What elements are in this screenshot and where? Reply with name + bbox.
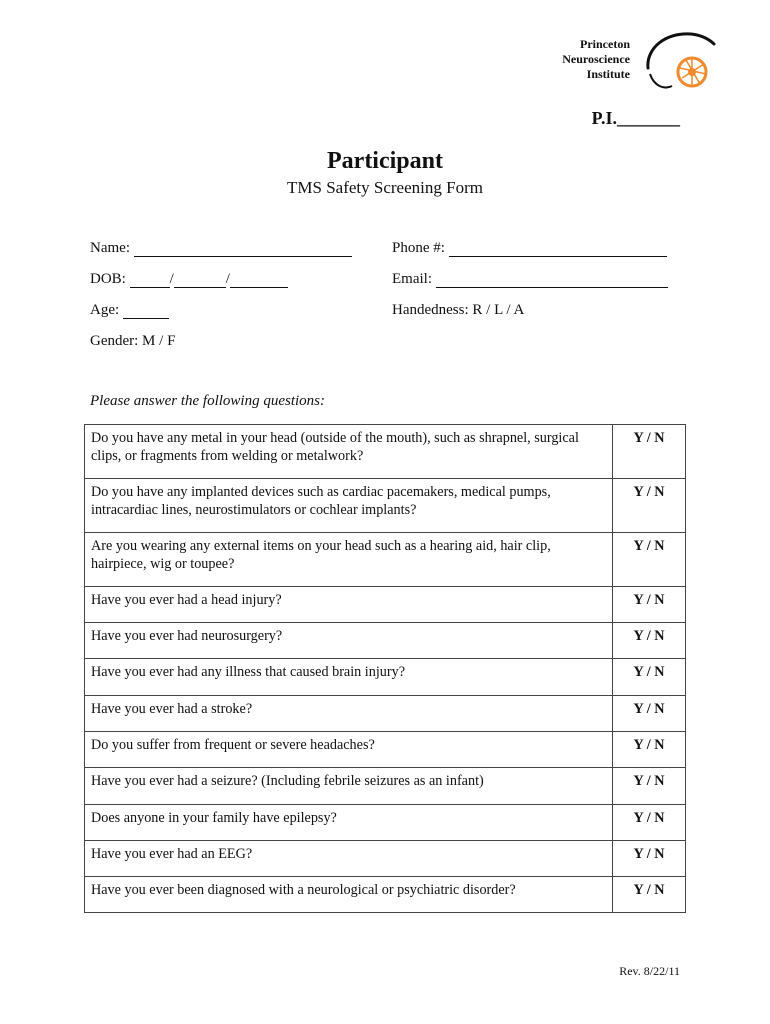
question-row xyxy=(85,533,686,587)
yes-no-answer[interactable]: Y / N xyxy=(613,533,686,587)
question-text: Have you ever had a seizure? (Including febrile seizures as an infant) xyxy=(85,768,613,805)
yes-no-answer[interactable]: Y / N xyxy=(613,623,686,659)
question-text: Have you ever been diagnosed with a neurological or psychiatric disorder? xyxy=(85,877,613,913)
name-field xyxy=(90,240,352,257)
age-input-line[interactable] xyxy=(123,303,169,319)
question-text: Do you suffer from frequent or severe headaches? xyxy=(85,732,613,768)
logo-line-2: Neuroscience xyxy=(562,52,630,66)
question-row xyxy=(85,877,686,913)
age-field xyxy=(90,302,169,319)
question-row xyxy=(85,768,686,805)
question-row xyxy=(85,841,686,877)
phone-label: Phone #: xyxy=(392,240,445,256)
institute-name xyxy=(520,37,630,82)
logo-line-3: Institute xyxy=(586,67,630,81)
dob-separator-1: / xyxy=(169,271,174,287)
dob-separator-2: / xyxy=(225,271,230,287)
question-text: Have you ever had any illness that caused brain injury? xyxy=(85,659,613,696)
instructions: Please answer the following questions: xyxy=(90,393,325,409)
email-input-line[interactable] xyxy=(436,272,668,288)
email-label: Email: xyxy=(392,271,432,287)
question-row xyxy=(85,805,686,841)
question-text: Do you have any implanted devices such as cardiac pacemakers, medical pumps, intracardiac lines, neurostimulators or cochlear implants? xyxy=(85,479,613,533)
question-text: Have you ever had a stroke? xyxy=(85,696,613,732)
yes-no-answer[interactable]: Y / N xyxy=(613,841,686,877)
question-text: Have you ever had a head injury? xyxy=(85,587,613,623)
yes-no-answer[interactable]: Y / N xyxy=(613,425,686,479)
question-row xyxy=(85,696,686,732)
form-subtitle: TMS Safety Screening Form xyxy=(287,178,483,197)
name-label: Name: xyxy=(90,240,130,256)
handedness-field[interactable]: Handedness: R / L / A xyxy=(392,302,525,318)
gender-field[interactable]: Gender: M / F xyxy=(90,333,176,349)
yes-no-answer[interactable]: Y / N xyxy=(613,768,686,805)
question-row xyxy=(85,479,686,533)
dob-day-line[interactable] xyxy=(174,272,226,288)
yes-no-answer[interactable]: Y / N xyxy=(613,659,686,696)
yes-no-answer[interactable]: Y / N xyxy=(613,587,686,623)
question-row xyxy=(85,425,686,479)
question-row xyxy=(85,587,686,623)
yes-no-answer[interactable]: Y / N xyxy=(613,732,686,768)
question-text: Does anyone in your family have epilepsy? xyxy=(85,805,613,841)
pi-field[interactable]: P.I._______ xyxy=(591,108,680,128)
dob-month-line[interactable] xyxy=(130,272,170,288)
question-text: Have you ever had an EEG? xyxy=(85,841,613,877)
age-label: Age: xyxy=(90,302,120,318)
yes-no-answer[interactable]: Y / N xyxy=(613,479,686,533)
dob-label: DOB: xyxy=(90,271,126,287)
dob-field xyxy=(90,271,288,288)
questions-table xyxy=(84,424,686,913)
question-row xyxy=(85,623,686,659)
yes-no-answer[interactable]: Y / N xyxy=(613,696,686,732)
logo-line-1: Princeton xyxy=(580,37,630,51)
revision-date: Rev. 8/22/11 xyxy=(619,964,680,978)
neuron-logo-icon xyxy=(636,28,716,98)
yes-no-answer[interactable]: Y / N xyxy=(613,877,686,913)
phone-field xyxy=(392,240,667,257)
phone-input-line[interactable] xyxy=(449,241,667,257)
question-row xyxy=(85,659,686,696)
page-title: Participant xyxy=(327,148,443,174)
name-input-line[interactable] xyxy=(134,241,352,257)
question-text: Do you have any metal in your head (outside of the mouth), such as shrapnel, surgical clips, or fragments from welding or metalwork? xyxy=(85,425,613,479)
yes-no-answer[interactable]: Y / N xyxy=(613,805,686,841)
question-row xyxy=(85,732,686,768)
email-field xyxy=(392,271,668,288)
question-text: Are you wearing any external items on your head such as a hearing aid, hair clip, hairpiece, wig or toupee? xyxy=(85,533,613,587)
dob-year-line[interactable] xyxy=(230,272,288,288)
question-text: Have you ever had neurosurgery? xyxy=(85,623,613,659)
